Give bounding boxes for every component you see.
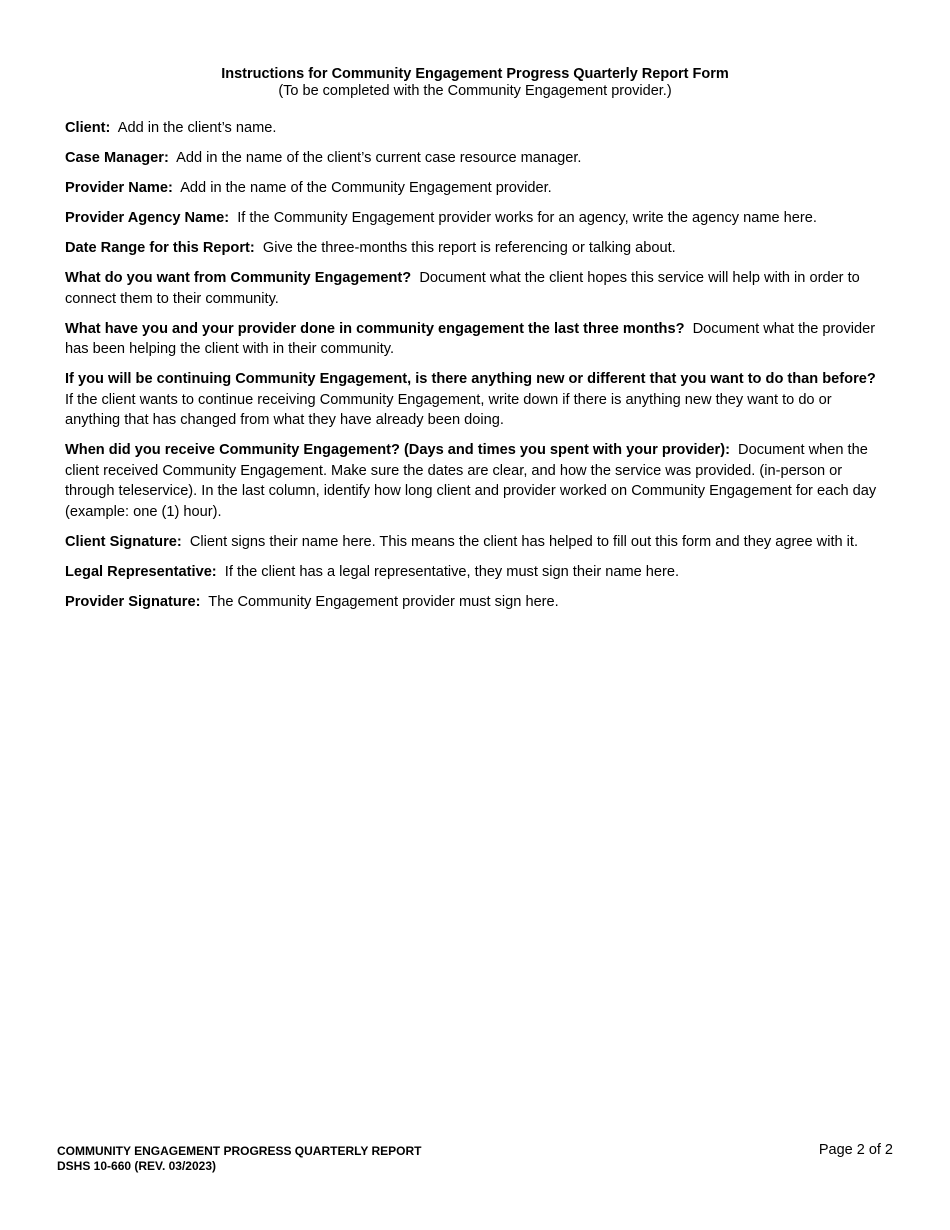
instruction-text: Client signs their name here. This means the client has helped to fill out this form and they agree with it. (189, 533, 859, 550)
instruction-label: Provider Name: (65, 180, 173, 196)
instruction-what-do-you-want (65, 268, 880, 309)
instruction-text: If the client wants to continue receiving Community Engagement, write down if there is anything new they want to do or anything that has changed from what they have already been doing. (65, 391, 832, 428)
instruction-date-range (65, 238, 880, 259)
instruction-text: Add in the name of the Community Engagement provider. (180, 180, 552, 196)
instruction-provider-signature (65, 592, 880, 613)
page-number: Page 2 of 2 (818, 1142, 893, 1158)
instruction-text: The Community Engagement provider must sign here. (208, 593, 559, 610)
instruction-provider-name (65, 178, 880, 199)
instruction-label: Legal Representative: (65, 563, 217, 580)
instruction-text: Give the three-months this report is referencing or talking about. (262, 240, 676, 256)
footer-form-title: COMMUNITY ENGAGEMENT PROGRESS QUARTERLY REPORT (57, 1144, 422, 1158)
instruction-continuing (65, 369, 880, 431)
instruction-client-signature (65, 532, 880, 553)
instruction-text: Add in the client’s name. (117, 120, 277, 136)
instruction-case-manager (65, 148, 880, 169)
instruction-label: What do you want from Community Engagement? (65, 270, 412, 286)
instruction-label: Case Manager: (65, 150, 169, 166)
instruction-text: Document what the provider has been helping the client with in their community. (65, 320, 876, 357)
instruction-label: Client: (65, 120, 111, 136)
document-header (0, 66, 950, 100)
footer-form-number: DSHS 10-660 (REV. 03/2023) (57, 1159, 216, 1173)
instruction-client (65, 118, 880, 139)
instruction-label: What have you and your provider done in community engagement the last three months? (65, 320, 685, 337)
instruction-label: Provider Signature: (65, 593, 201, 610)
instruction-text: If the Community Engagement provider works for an agency, write the agency name here. (237, 210, 817, 226)
instruction-label: Provider Agency Name: (65, 210, 230, 226)
instruction-label: Date Range for this Report: (65, 240, 255, 256)
instruction-label: If you will be continuing Community Engagement, is there anything new or different that you want to do than before? (65, 371, 876, 387)
instruction-label: When did you receive Community Engagement? (Days and times you spent with your provider): (65, 442, 730, 458)
instruction-provider-agency-name (65, 208, 880, 229)
footer-form-info (57, 1144, 421, 1174)
instruction-when-received (65, 440, 880, 522)
instruction-what-have-you-done (65, 319, 880, 360)
instruction-text: Document what the client hopes this service will help with in order to connect them to their community. (65, 270, 860, 307)
instruction-text: Add in the name of the client’s current case resource manager. (176, 150, 582, 166)
page-subtitle: (To be completed with the Community Engagement provider.) (278, 83, 672, 99)
instruction-text: Document when the client received Community Engagement. Make sure the dates are clear, and how the service was provided. (in-person or through teleservice). In the last column, identify how long client and provider worked on Community Engagement for each day (example: one (1) hour). (65, 442, 877, 520)
instruction-legal-representative (65, 562, 880, 583)
instruction-label: Client Signature: (65, 533, 182, 550)
instruction-text: If the client has a legal representative, they must sign their name here. (224, 563, 680, 580)
page-title: Instructions for Community Engagement Progress Quarterly Report Form (221, 66, 729, 82)
instructions-list (65, 118, 880, 622)
